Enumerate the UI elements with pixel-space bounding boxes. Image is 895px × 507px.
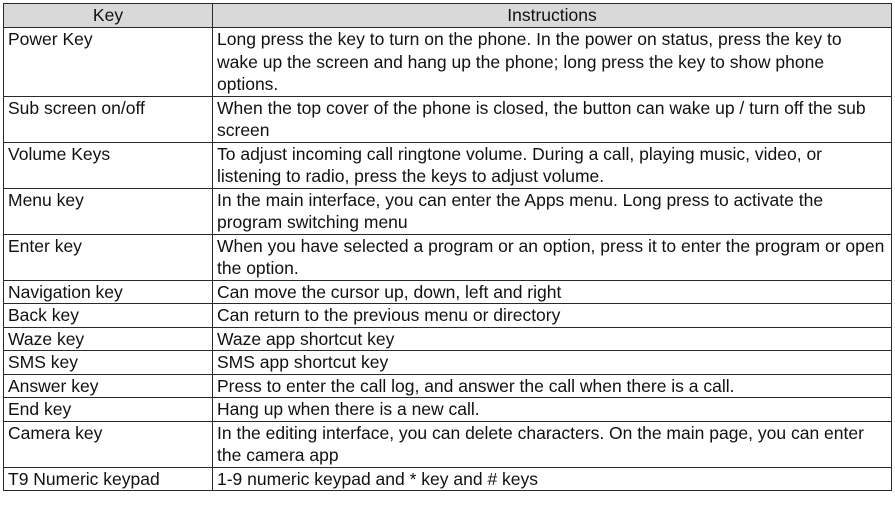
instructions-cell: Press to enter the call log, and answer the call when there is a call. <box>213 374 892 398</box>
instructions-cell: In the main interface, you can enter the Apps menu. Long press to activate the program switching menu <box>213 188 892 234</box>
key-cell: Waze key <box>4 327 213 351</box>
key-cell: Camera key <box>4 421 213 467</box>
instructions-cell: Long press the key to turn on the phone. In the power on status, press the key to wake up the screen and hang up the phone; long press the key to show phone options. <box>213 28 892 97</box>
table-row <box>4 188 892 234</box>
table-row <box>4 142 892 188</box>
key-instructions-table <box>3 3 892 491</box>
instructions-cell: When the top cover of the phone is closed, the button can wake up / turn off the sub screen <box>213 96 892 142</box>
instructions-cell: SMS app shortcut key <box>213 351 892 375</box>
instructions-cell: Hang up when there is a new call. <box>213 398 892 422</box>
key-cell: Power Key <box>4 28 213 97</box>
table-row <box>4 467 892 491</box>
table-row <box>4 304 892 328</box>
key-cell: End key <box>4 398 213 422</box>
key-cell: T9 Numeric keypad <box>4 467 213 491</box>
header-key: Key <box>4 4 213 28</box>
instructions-cell: To adjust incoming call ringtone volume. During a call, playing music, video, or listening to radio, press the keys to adjust volume. <box>213 142 892 188</box>
table-header-row <box>4 4 892 28</box>
header-instructions: Instructions <box>213 4 892 28</box>
key-cell: Navigation key <box>4 280 213 304</box>
instructions-cell: 1-9 numeric keypad and * key and # keys <box>213 467 892 491</box>
table-row <box>4 28 892 97</box>
table-row <box>4 351 892 375</box>
table-row <box>4 374 892 398</box>
key-cell: Menu key <box>4 188 213 234</box>
instructions-cell: Can move the cursor up, down, left and right <box>213 280 892 304</box>
key-cell: Enter key <box>4 234 213 280</box>
instructions-cell: When you have selected a program or an option, press it to enter the program or open the option. <box>213 234 892 280</box>
instructions-cell: Can return to the previous menu or directory <box>213 304 892 328</box>
key-cell: SMS key <box>4 351 213 375</box>
table-row <box>4 280 892 304</box>
key-cell: Back key <box>4 304 213 328</box>
key-cell: Answer key <box>4 374 213 398</box>
instructions-cell: Waze app shortcut key <box>213 327 892 351</box>
table-row <box>4 327 892 351</box>
table-row <box>4 234 892 280</box>
key-cell: Volume Keys <box>4 142 213 188</box>
table-row <box>4 96 892 142</box>
table-row <box>4 398 892 422</box>
key-cell: Sub screen on/off <box>4 96 213 142</box>
table-row <box>4 421 892 467</box>
instructions-cell: In the editing interface, you can delete characters. On the main page, you can enter the camera app <box>213 421 892 467</box>
